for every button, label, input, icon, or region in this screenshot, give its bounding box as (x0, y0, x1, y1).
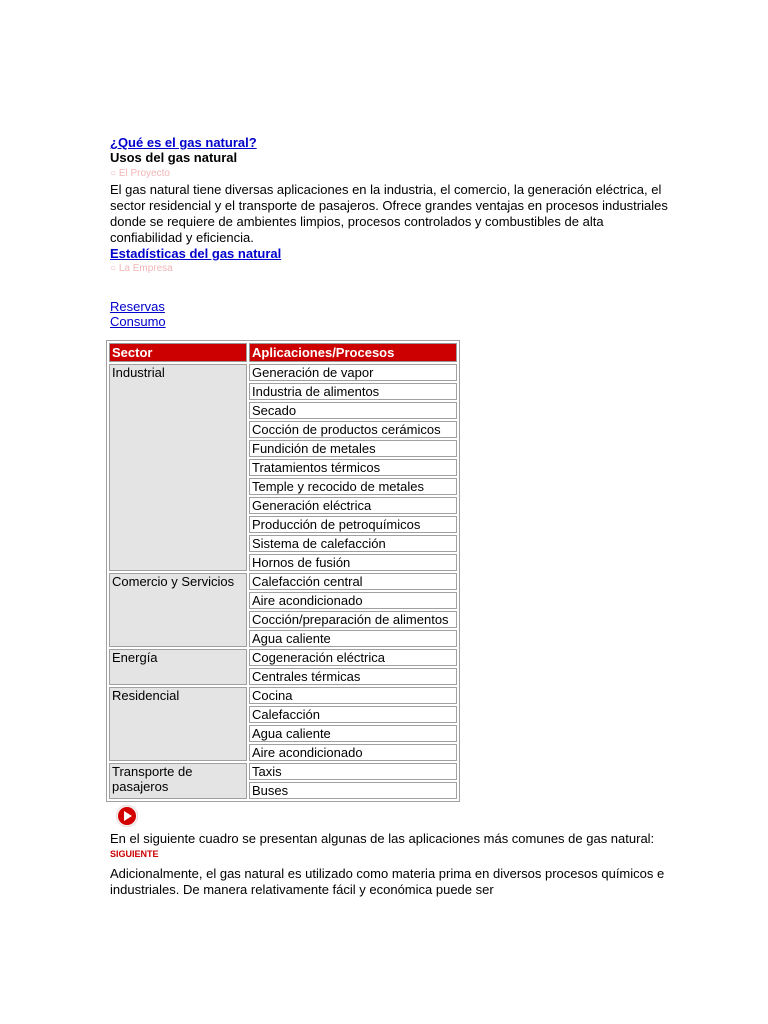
sector-cell: Industrial (109, 364, 247, 571)
application-cell: Generación de vapor (249, 364, 457, 381)
sector-cell: Residencial (109, 687, 247, 761)
section-title-usos: Usos del gas natural (110, 150, 238, 165)
application-cell: Taxis (249, 763, 457, 780)
application-cell: Aire acondicionado (249, 744, 457, 761)
application-cell: Aire acondicionado (249, 592, 457, 609)
closing-paragraph: Adicionalmente, el gas natural es utilizado como materia prima en diversos procesos químicos e industriales. De manera relativamente fácil y económica puede ser (110, 866, 665, 897)
application-cell: Cogeneración eléctrica (249, 649, 457, 666)
application-cell: Temple y recocido de metales (249, 478, 457, 495)
application-cell: Buses (249, 782, 457, 799)
play-circle-icon[interactable] (116, 805, 138, 827)
intro-paragraph: El gas natural tiene diversas aplicaciones en la industria, el comercio, la generación eléctrica, el sector residencial y el transporte de pasajeros. Ofrece grandes ventajas en procesos industriales donde se requiere de ambientes limpios, procesos controlados y combustibles de alta confiabilidad y eficiencia. (110, 182, 668, 245)
application-cell: Cocción de productos cerámicos (249, 421, 457, 438)
link-el-proyecto[interactable]: ○ El Proyecto (110, 168, 170, 179)
application-cell: Sistema de calefacción (249, 535, 457, 552)
link-estadisticas[interactable]: Estadísticas del gas natural (110, 246, 282, 261)
link-consumo[interactable]: Consumo (110, 314, 166, 329)
application-cell: Industria de alimentos (249, 383, 457, 400)
application-cell: Hornos de fusión (249, 554, 457, 571)
link-la-empresa[interactable]: ○ La Empresa (110, 263, 173, 274)
application-cell: Generación eléctrica (249, 497, 457, 514)
table-row (109, 649, 457, 666)
application-cell: Tratamientos térmicos (249, 459, 457, 476)
after-table-paragraph: En el siguiente cuadro se presentan algunas de las aplicaciones más comunes de gas natural: (110, 831, 655, 846)
sector-cell: Energía (109, 649, 247, 685)
article (110, 135, 670, 898)
table-row (109, 763, 457, 780)
link-reservas[interactable]: Reservas (110, 299, 165, 314)
application-cell: Cocción/preparación de alimentos (249, 611, 457, 628)
application-cell: Secado (249, 402, 457, 419)
sector-cell: Transporte de pasajeros (109, 763, 247, 799)
link-que-es-gas-natural[interactable]: ¿Qué es el gas natural? (110, 135, 257, 150)
table-row (109, 364, 457, 381)
application-cell: Calefacción (249, 706, 457, 723)
application-cell: Centrales térmicas (249, 668, 457, 685)
application-cell: Fundición de metales (249, 440, 457, 457)
application-cell: Agua caliente (249, 630, 457, 647)
header-aplicaciones: Aplicaciones/Procesos (249, 343, 457, 362)
table-row (109, 687, 457, 704)
application-cell: Cocina (249, 687, 457, 704)
application-cell: Calefacción central (249, 573, 457, 590)
table-row (109, 573, 457, 590)
sector-cell: Comercio y Servicios (109, 573, 247, 647)
siguiente-link[interactable]: SIGUIENTE (110, 849, 159, 859)
application-cell: Agua caliente (249, 725, 457, 742)
header-sector: Sector (109, 343, 247, 362)
application-cell: Producción de petroquímicos (249, 516, 457, 533)
applications-table (106, 340, 460, 802)
